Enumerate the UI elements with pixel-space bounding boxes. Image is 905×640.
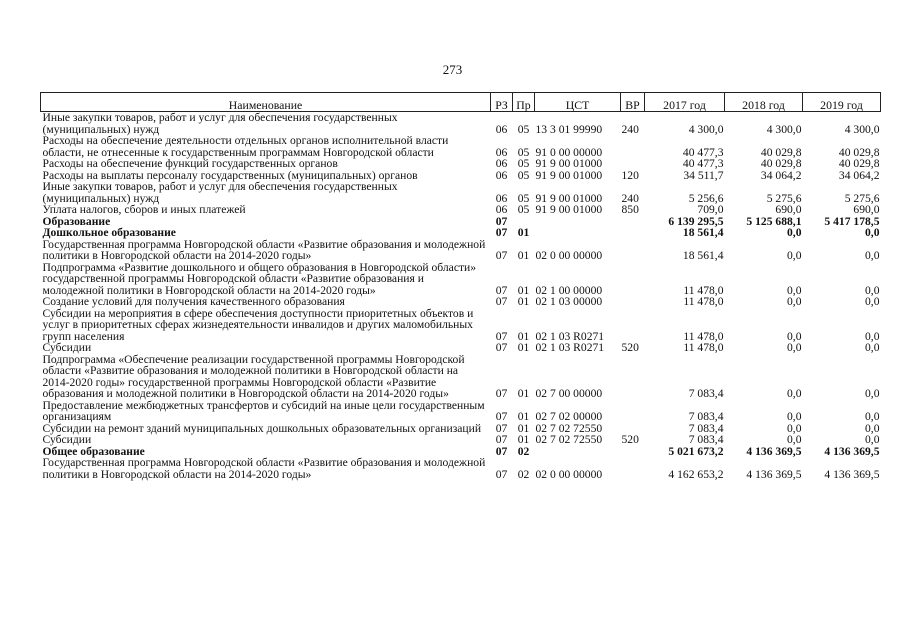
table-header-row bbox=[41, 93, 881, 112]
cell-2018: 690,0 bbox=[775, 203, 802, 216]
cell-2017: 34 511,7 bbox=[683, 168, 724, 182]
cell-name: Расходы на обеспечение функций государственных органов bbox=[42, 157, 338, 170]
cell-name: Предоставление межбюджетных трансфертов и субсидий на иные цели государственным организациям bbox=[42, 398, 485, 423]
cell-2017: 4 162 653,2 bbox=[668, 467, 724, 481]
cell-vr bbox=[621, 308, 645, 343]
cell-cst: 91 9 00 01000 bbox=[535, 191, 603, 205]
cell-2018: 0,0 bbox=[787, 341, 802, 354]
budget-table bbox=[40, 92, 881, 480]
cell-2017: 6 139 295,5 bbox=[668, 214, 724, 228]
cell-2019: 4 300,0 bbox=[844, 122, 880, 136]
cell-vr: 120 bbox=[621, 168, 639, 182]
cell-rz: 07 bbox=[495, 226, 508, 239]
cell-2019: 0,0 bbox=[865, 421, 880, 435]
cell-2017: 40 477,3 bbox=[682, 157, 724, 170]
cell-2019: 0,0 bbox=[865, 410, 880, 423]
cell-2019: 0,0 bbox=[865, 283, 880, 297]
cell-2018: 4 136 369,5 bbox=[746, 444, 802, 458]
cell-2018: 34 064,2 bbox=[760, 168, 802, 182]
cell-cst: 02 0 00 00000 bbox=[535, 249, 603, 262]
cell-vr bbox=[621, 262, 645, 297]
cell-2018: 4 136 369,5 bbox=[746, 467, 802, 481]
cell-cst bbox=[535, 227, 621, 239]
cell-name: Расходы на обеспечение деятельности отдельных органов исполнительной власти области, не отнесенные к государственным программам Новгородской области bbox=[42, 134, 449, 159]
column-header-pr: Пр bbox=[513, 93, 535, 112]
cell-rz: 06 bbox=[495, 168, 508, 182]
cell-cst: 91 0 00 00000 bbox=[535, 145, 603, 159]
cell-2019: 0,0 bbox=[865, 295, 880, 308]
cell-vr bbox=[621, 227, 645, 239]
table-row bbox=[41, 181, 881, 204]
table-row bbox=[41, 423, 881, 435]
cell-2018: 40 029,8 bbox=[760, 145, 802, 159]
cell-2018: 0,0 bbox=[787, 433, 802, 446]
cell-cst: 02 1 03 R0271 bbox=[535, 341, 605, 354]
cell-2018: 5 125 688,1 bbox=[746, 214, 802, 228]
cell-2018: 4 300,0 bbox=[766, 122, 802, 136]
table-row bbox=[41, 342, 881, 354]
cell-cst: 02 0 00 00000 bbox=[535, 467, 603, 481]
column-header-rz: РЗ bbox=[491, 93, 513, 112]
cell-rz: 06 bbox=[495, 203, 508, 216]
table-row bbox=[41, 158, 881, 170]
column-header-2018: 2018 год bbox=[725, 93, 803, 112]
cell-2017: 7 083,4 bbox=[688, 433, 724, 446]
cell-pr: 01 bbox=[517, 387, 530, 400]
cell-vr: 520 bbox=[621, 433, 639, 446]
cell-pr: 05 bbox=[517, 157, 530, 170]
cell-2019: 690,0 bbox=[853, 203, 880, 216]
cell-2018: 0,0 bbox=[787, 410, 802, 423]
cell-2019: 0,0 bbox=[865, 226, 880, 239]
cell-pr: 02 bbox=[517, 467, 530, 481]
cell-pr: 01 bbox=[517, 249, 530, 262]
cell-2019: 0,0 bbox=[865, 249, 880, 262]
cell-vr bbox=[621, 296, 645, 308]
cell-pr: 01 bbox=[517, 226, 530, 239]
cell-rz: 06 bbox=[495, 157, 508, 170]
cell-vr bbox=[621, 446, 645, 458]
cell-2018: 5 275,6 bbox=[766, 191, 802, 205]
cell-2017: 7 083,4 bbox=[688, 421, 724, 435]
cell-2017: 11 478,0 bbox=[683, 283, 724, 297]
cell-2019: 0,0 bbox=[865, 341, 880, 354]
cell-vr bbox=[621, 354, 645, 400]
cell-2019: 5 275,6 bbox=[844, 191, 880, 205]
cell-2018: 0,0 bbox=[787, 387, 802, 400]
table-row bbox=[41, 400, 881, 423]
table-row bbox=[41, 239, 881, 262]
cell-2017: 11 478,0 bbox=[683, 329, 724, 343]
cell-rz: 07 bbox=[495, 444, 508, 458]
cell-pr: 05 bbox=[517, 145, 530, 159]
cell-cst: 02 7 00 00000 bbox=[535, 387, 603, 400]
cell-name: Иные закупки товаров, работ и услуг для обеспечения государственных (муниципальных) нужд bbox=[42, 111, 398, 136]
table-row bbox=[41, 296, 881, 308]
cell-rz: 06 bbox=[495, 145, 508, 159]
cell-2019: 0,0 bbox=[865, 329, 880, 343]
cell-2017: 40 477,3 bbox=[682, 145, 724, 159]
cell-pr: 02 bbox=[517, 444, 530, 458]
column-header-2019: 2019 год bbox=[803, 93, 881, 112]
cell-2017: 11 478,0 bbox=[683, 341, 724, 354]
cell-rz: 07 bbox=[495, 329, 508, 343]
cell-2017: 5 256,6 bbox=[688, 191, 724, 205]
cell-2019: 4 136 369,5 bbox=[824, 444, 880, 458]
cell-pr: 01 bbox=[517, 295, 530, 308]
cell-2018: 0,0 bbox=[787, 421, 802, 435]
cell-name: Государственная программа Новгородской области «Развитие образования и молодежной политики в Новгородской области на 2014-2020 годы» bbox=[42, 237, 486, 262]
cell-pr: 01 bbox=[517, 329, 530, 343]
cell-vr bbox=[621, 400, 645, 423]
table-row bbox=[41, 308, 881, 343]
cell-rz: 07 bbox=[495, 467, 508, 481]
cell-vr: 240 bbox=[621, 122, 639, 136]
cell-name: Создание условий для получения качественного образования bbox=[42, 295, 345, 308]
cell-pr: 01 bbox=[517, 410, 530, 423]
cell-rz: 07 bbox=[495, 410, 508, 423]
cell-2019: 40 029,8 bbox=[838, 145, 880, 159]
cell-2017: 18 561,4 bbox=[682, 249, 724, 262]
table-row bbox=[41, 112, 881, 136]
cell-rz: 07 bbox=[495, 421, 508, 435]
cell-pr: 05 bbox=[517, 191, 530, 205]
cell-2019: 34 064,2 bbox=[838, 168, 880, 182]
cell-vr: 850 bbox=[621, 203, 639, 216]
cell-pr: 01 bbox=[517, 421, 530, 435]
column-header-name: Наименование bbox=[41, 93, 491, 112]
cell-name: Образование bbox=[42, 214, 111, 228]
cell-2018: 0,0 bbox=[787, 226, 802, 239]
cell-cst bbox=[535, 216, 621, 228]
cell-rz: 06 bbox=[495, 191, 508, 205]
column-header-2017: 2017 год bbox=[645, 93, 725, 112]
cell-vr: 240 bbox=[621, 191, 639, 205]
column-header-vr: ВР bbox=[621, 93, 645, 112]
cell-cst: 02 7 02 72550 bbox=[535, 421, 603, 435]
cell-name: Подпрограмма «Развитие дошкольного и общего образования в Новгородской области» государственной программы Новгородской области «Развитие образования и молодежной политики в Новгородской области на 2014-2020 годы» bbox=[42, 260, 477, 297]
table-body bbox=[41, 112, 881, 481]
cell-2017: 709,0 bbox=[697, 203, 724, 216]
cell-cst: 02 7 02 00000 bbox=[535, 410, 603, 423]
table-row bbox=[41, 354, 881, 400]
table-row bbox=[41, 204, 881, 216]
cell-vr bbox=[621, 135, 645, 158]
cell-rz: 07 bbox=[495, 341, 508, 354]
cell-name: Расходы на выплаты персоналу государственных (муниципальных) органов bbox=[42, 168, 418, 182]
cell-cst: 02 7 02 72550 bbox=[535, 433, 603, 446]
cell-rz: 07 bbox=[495, 283, 508, 297]
cell-name: Общее образование bbox=[42, 444, 145, 458]
cell-2019: 0,0 bbox=[865, 433, 880, 446]
cell-rz: 07 bbox=[495, 249, 508, 262]
table-row bbox=[41, 434, 881, 446]
cell-vr bbox=[621, 216, 645, 228]
cell-2019: 4 136 369,5 bbox=[824, 467, 880, 481]
cell-pr: 05 bbox=[517, 203, 530, 216]
column-header-cst: ЦСТ bbox=[535, 93, 621, 112]
cell-rz: 07 bbox=[495, 433, 508, 446]
cell-rz: 07 bbox=[495, 214, 508, 228]
cell-name: Субсидии на ремонт зданий муниципальных дошкольных образовательных организаций bbox=[42, 421, 482, 435]
cell-name: Дошкольное образование bbox=[42, 226, 176, 239]
cell-name: Государственная программа Новгородской области «Развитие образования и молодежной политики в Новгородской области на 2014-2020 годы» bbox=[42, 456, 486, 481]
cell-name: Субсидии bbox=[42, 341, 92, 354]
cell-pr: 01 bbox=[517, 283, 530, 297]
cell-2017: 7 083,4 bbox=[688, 387, 724, 400]
cell-2019: 0,0 bbox=[865, 387, 880, 400]
cell-name: Иные закупки товаров, работ и услуг для обеспечения государственных (муниципальных) нужд bbox=[42, 180, 398, 205]
cell-cst: 13 3 01 99990 bbox=[535, 122, 603, 136]
cell-vr bbox=[621, 239, 645, 262]
cell-rz: 06 bbox=[495, 122, 508, 136]
cell-cst: 91 9 00 01000 bbox=[535, 168, 603, 182]
cell-2018: 0,0 bbox=[787, 283, 802, 297]
cell-pr: 01 bbox=[517, 341, 530, 354]
cell-cst bbox=[535, 446, 621, 458]
cell-2017: 18 561,4 bbox=[682, 226, 724, 239]
table-row bbox=[41, 227, 881, 239]
cell-vr bbox=[621, 158, 645, 170]
cell-pr: 05 bbox=[517, 122, 530, 136]
table-row bbox=[41, 135, 881, 158]
table-row bbox=[41, 262, 881, 297]
cell-vr: 520 bbox=[621, 341, 639, 354]
cell-pr: 01 bbox=[517, 433, 530, 446]
cell-2017: 5 021 673,2 bbox=[668, 444, 724, 458]
cell-vr bbox=[621, 457, 645, 480]
cell-2019: 40 029,8 bbox=[838, 157, 880, 170]
cell-2018: 0,0 bbox=[787, 329, 802, 343]
table-row bbox=[41, 457, 881, 480]
cell-name: Субсидии на мероприятия в сфере обеспечения доступности приоритетных объектов и услуг в приоритетных сферах жизнедеятельности инвалидов и других маломобильных групп населения bbox=[42, 306, 474, 343]
cell-2017: 7 083,4 bbox=[688, 410, 724, 423]
cell-2017: 11 478,0 bbox=[683, 295, 724, 308]
cell-name: Подпрограмма «Обеспечение реализации государственной программы Новгородской области «Развитие образования и молодежной политики в Новгородской области на 2014-2020 годы» государственной программы Новгородской области «Развитие образования и молодежной политики в Новгородской области на 2014-2020 годы» bbox=[42, 352, 465, 400]
page-number: 273 bbox=[442, 62, 463, 77]
cell-2018: 0,0 bbox=[787, 295, 802, 308]
cell-2019: 5 417 178,5 bbox=[824, 214, 880, 228]
cell-2018: 40 029,8 bbox=[760, 157, 802, 170]
cell-cst: 91 9 00 01000 bbox=[535, 157, 603, 170]
cell-pr: 05 bbox=[517, 168, 530, 182]
cell-cst: 02 1 03 00000 bbox=[535, 295, 603, 308]
cell-cst: 91 9 00 01000 bbox=[535, 203, 603, 216]
cell-rz: 07 bbox=[495, 387, 508, 400]
cell-cst: 02 1 03 R0271 bbox=[535, 329, 605, 343]
cell-2017: 4 300,0 bbox=[688, 122, 724, 136]
cell-name: Уплата налогов, сборов и иных платежей bbox=[42, 203, 246, 216]
cell-name: Субсидии bbox=[42, 433, 92, 446]
cell-2018: 0,0 bbox=[787, 249, 802, 262]
cell-rz: 07 bbox=[495, 295, 508, 308]
cell-cst: 02 1 00 00000 bbox=[535, 283, 603, 297]
